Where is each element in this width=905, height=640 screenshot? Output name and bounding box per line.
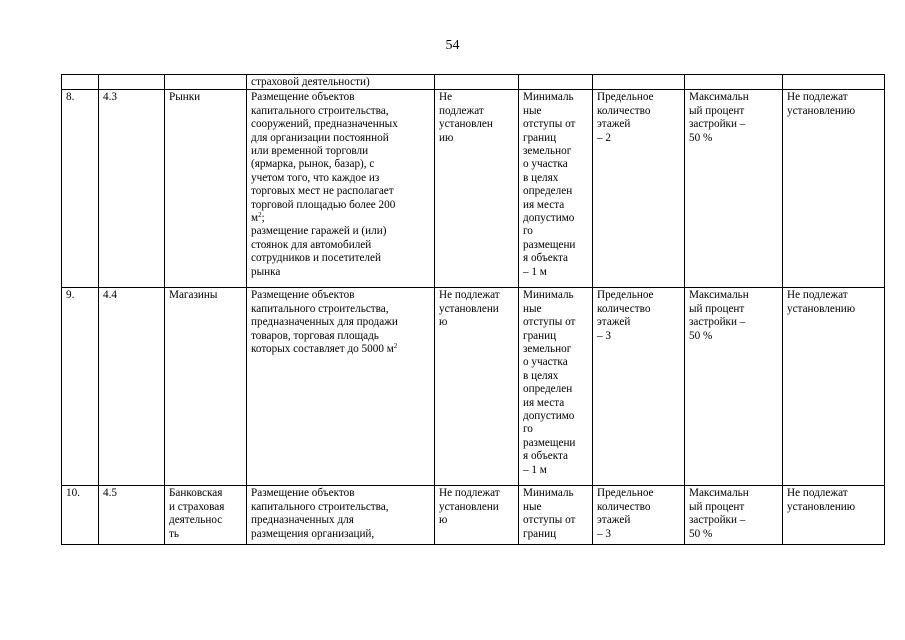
cell-text-line: ю xyxy=(439,514,448,527)
text-segment: сооружений, предназначенных xyxy=(251,118,398,131)
cell-coverage xyxy=(685,288,783,486)
cell-setbacks xyxy=(519,288,593,486)
text-segment: или временной торговли xyxy=(251,145,369,158)
cell-text-line: земельног xyxy=(523,145,572,158)
cell-description xyxy=(247,75,435,90)
cell-text-line: Предельное xyxy=(597,289,654,302)
cell-name xyxy=(165,90,247,288)
cell-text-line: Не подлежат xyxy=(787,91,848,104)
cell-text-line: о участка xyxy=(523,356,568,369)
cell-text-line: количество xyxy=(597,500,651,513)
table-row xyxy=(62,486,885,545)
cell-text-line: ию xyxy=(439,131,454,144)
cell-setbacks xyxy=(519,90,593,288)
cell-text-line: границ xyxy=(523,329,557,342)
cell-text-line: количество xyxy=(597,302,651,315)
cell-text-line: определен xyxy=(523,383,573,396)
cell-text-line: Не xyxy=(439,91,453,104)
cell-text-line xyxy=(251,528,431,541)
cell-description xyxy=(247,90,435,288)
text-segment: торговых мест не располагает xyxy=(251,185,394,198)
cell-coverage xyxy=(685,486,783,545)
cell-name xyxy=(165,75,247,90)
cell-floors xyxy=(593,288,685,486)
cell-text-line: застройки – xyxy=(689,316,746,329)
cell-text-line xyxy=(251,501,431,514)
cell-text-line xyxy=(251,199,431,212)
cell-text-line: установлению xyxy=(787,302,856,315)
text-segment: рынка xyxy=(251,265,281,278)
cell-text-line: застройки – xyxy=(689,118,746,131)
cell-text-line: ия места xyxy=(523,198,565,211)
cell-text-line: границ xyxy=(523,527,557,540)
cell-text-line: установлению xyxy=(787,500,856,513)
cell-text-line: и страховая xyxy=(169,500,225,513)
cell-text-line: отступы от xyxy=(523,316,576,329)
cell-text-line: установлен xyxy=(439,118,493,131)
text-segment: торговой площадью более 200 xyxy=(251,198,396,211)
text-segment: капитального строительства, xyxy=(251,302,389,315)
continuation-row xyxy=(62,75,885,90)
superscript-text: 2 xyxy=(258,211,262,220)
cell-text-line: застройки – xyxy=(689,514,746,527)
cell-text-line: – 1 м xyxy=(523,265,547,278)
cell-text-line xyxy=(251,225,431,238)
cell-text-line xyxy=(251,145,431,158)
cell-text-line xyxy=(251,132,431,145)
cell-text-line: ные xyxy=(523,302,542,315)
text-segment: Размещение объектов xyxy=(251,487,355,500)
cell-text-line: – 2 xyxy=(597,131,611,144)
cell-text-line: Не подлежат xyxy=(787,487,848,500)
cell-text-line: границ xyxy=(523,131,557,144)
text-segment: для организации постоянной xyxy=(251,131,389,144)
text-segment: размещение гаражей и (или) xyxy=(251,225,387,238)
cell-text-line: Не подлежат xyxy=(439,487,500,500)
cell-text-line: я объекта xyxy=(523,450,568,463)
cell-text-line xyxy=(251,330,431,343)
cell-coverage xyxy=(685,90,783,288)
text-segment: учетом того, что каждое из xyxy=(251,171,380,184)
cell-text-line: 50 % xyxy=(689,527,713,540)
cell-min-area xyxy=(435,75,519,90)
cell-text-line xyxy=(251,212,431,225)
cell-text-line xyxy=(251,91,431,104)
cell-text-line: – 3 xyxy=(597,527,611,540)
cell-text-line: деятельнос xyxy=(169,514,223,527)
cell-setbacks xyxy=(519,486,593,545)
cell-text-line xyxy=(251,118,431,131)
cell-text-line: 50 % xyxy=(689,329,713,342)
cell-no: 9. xyxy=(62,288,99,486)
cell-code: 4.3 xyxy=(99,90,165,288)
cell-text-line: отступы от xyxy=(523,118,576,131)
cell-text-line: допустимо xyxy=(523,410,575,423)
cell-text-line: – 1 м xyxy=(523,463,547,476)
text-segment: (ярмарка, рынок, базар), с xyxy=(251,158,375,171)
cell-text-line: размещени xyxy=(523,238,576,251)
cell-name xyxy=(165,486,247,545)
cell-text-line: Предельное xyxy=(597,487,654,500)
cell-text-line: этажей xyxy=(597,316,631,329)
page-number: 54 xyxy=(445,38,460,53)
cell-text-line xyxy=(251,303,431,316)
text-segment: стоянок для автомобилей xyxy=(251,238,372,251)
cell-text-line: этажей xyxy=(597,118,631,131)
text-segment: Размещение объектов xyxy=(251,289,355,302)
cell-text-line: этажей xyxy=(597,514,631,527)
cell-text-line: страховой деятельности) xyxy=(251,76,370,88)
text-segment: размещения организаций, xyxy=(251,527,375,540)
cell-text-line xyxy=(251,185,431,198)
cell-text-line xyxy=(251,252,431,265)
cell-text-line: 50 % xyxy=(689,131,713,144)
cell-text-line: отступы от xyxy=(523,514,576,527)
cell-text-line: допустимо xyxy=(523,212,575,225)
cell-text-line: о участка xyxy=(523,158,568,171)
cell-text-line xyxy=(251,158,431,171)
cell-setbacks xyxy=(519,75,593,90)
cell-text-line: установлению xyxy=(787,104,856,117)
cell-text-line: Предельное xyxy=(597,91,654,104)
cell-code: 4.4 xyxy=(99,288,165,486)
cell-other xyxy=(783,486,885,545)
cell-no: 10. xyxy=(62,486,99,545)
cell-text-line: Максимальн xyxy=(689,91,749,104)
cell-text-line: Минималь xyxy=(523,487,574,500)
cell-text-line: ый процент xyxy=(689,104,745,117)
cell-coverage xyxy=(685,75,783,90)
cell-text-line: в целях xyxy=(523,369,559,382)
cell-text-line: ть xyxy=(169,527,179,540)
cell-text-line xyxy=(251,343,431,356)
cell-text-line: размещени xyxy=(523,436,576,449)
cell-text-line: ные xyxy=(523,500,542,513)
cell-text-line xyxy=(251,289,431,302)
cell-text-line: определен xyxy=(523,185,573,198)
cell-min-area xyxy=(435,486,519,545)
cell-text-line xyxy=(251,239,431,252)
text-segment: сотрудников и посетителей xyxy=(251,252,381,265)
cell-text-line xyxy=(251,266,431,279)
text-segment: предназначенных для продажи xyxy=(251,316,398,329)
cell-code xyxy=(99,75,165,90)
cell-text-line: ные xyxy=(523,104,542,117)
cell-text-line: я объекта xyxy=(523,252,568,265)
cell-text-line xyxy=(251,514,431,527)
cell-text-line: – 3 xyxy=(597,329,611,342)
cell-description xyxy=(247,288,435,486)
text-segment: капитального строительства, xyxy=(251,500,389,513)
cell-text-line: Не подлежат xyxy=(439,289,500,302)
cell-min-area xyxy=(435,288,519,486)
superscript-text: 2 xyxy=(393,342,398,351)
table-row xyxy=(62,90,885,288)
cell-text-line xyxy=(251,105,431,118)
cell-text-line: ия места xyxy=(523,396,565,409)
text-segment: Размещение объектов xyxy=(251,91,355,104)
cell-text-line: го xyxy=(523,423,533,436)
table-row xyxy=(62,288,885,486)
cell-description xyxy=(247,486,435,545)
cell-text-line: Максимальн xyxy=(689,289,749,302)
cell-text-line: Максимальн xyxy=(689,487,749,500)
cell-min-area xyxy=(435,90,519,288)
cell-no xyxy=(62,75,99,90)
cell-other xyxy=(783,90,885,288)
cell-other xyxy=(783,288,885,486)
cell-text-line xyxy=(251,172,431,185)
cell-text-line: установлени xyxy=(439,500,499,513)
cell-text-line: Рынки xyxy=(169,91,201,104)
text-segment: предназначенных для xyxy=(251,514,354,527)
cell-text-line: Магазины xyxy=(169,289,218,302)
zoning-regulations-table xyxy=(61,74,885,545)
cell-floors xyxy=(593,486,685,545)
cell-text-line: количество xyxy=(597,104,651,117)
text-segment: м xyxy=(251,212,259,225)
cell-floors xyxy=(593,75,685,90)
text-segment: капитального строительства, xyxy=(251,104,389,117)
cell-other xyxy=(783,75,885,90)
cell-name xyxy=(165,288,247,486)
cell-text-line xyxy=(251,316,431,329)
cell-text-line: земельног xyxy=(523,343,572,356)
text-segment: ; xyxy=(261,212,265,225)
cell-text-line: Минималь xyxy=(523,91,574,104)
cell-text-line: Не подлежат xyxy=(787,289,848,302)
text-segment: товаров, торговая площадь xyxy=(251,329,379,342)
cell-text-line: ый процент xyxy=(689,302,745,315)
cell-text-line: Банковская xyxy=(169,487,223,500)
cell-text-line: ый процент xyxy=(689,500,745,513)
cell-floors xyxy=(593,90,685,288)
cell-no: 8. xyxy=(62,90,99,288)
text-segment: которых составляет до 5000 м xyxy=(251,343,394,356)
cell-text-line: в целях xyxy=(523,171,559,184)
cell-text-line xyxy=(251,487,431,500)
cell-code: 4.5 xyxy=(99,486,165,545)
cell-text-line: ю xyxy=(439,316,448,329)
cell-text-line: подлежат xyxy=(439,104,484,117)
cell-text-line: Минималь xyxy=(523,289,574,302)
cell-text-line: го xyxy=(523,225,533,238)
cell-text-line: установлени xyxy=(439,302,499,315)
